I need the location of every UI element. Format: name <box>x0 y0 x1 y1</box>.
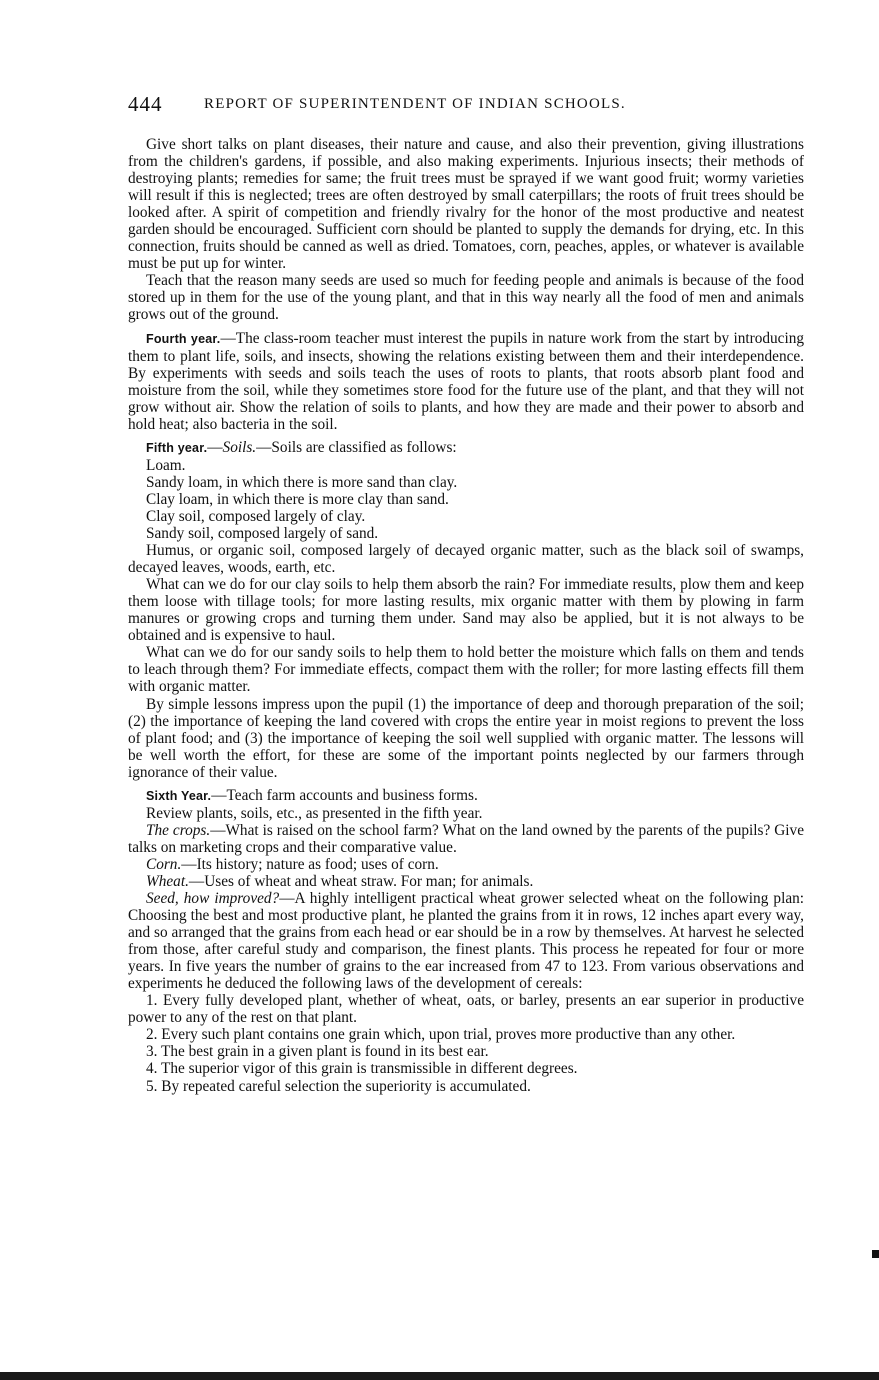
section-fifth-year <box>128 439 804 457</box>
paragraph-simple-lessons: By simple lessons impress upon the pupil (1) the importance of deep and thorough preparation of the soil; (2) the importance of keeping the land covered with crops the entire year in moist regions to prevent the loss of plant food; and (3) the importance of keeping the soil well supplied with organic matter. The lessons will be well worth the effort, for these are some of the important points neglected by our farmers through ignorance of their value. <box>128 695 804 781</box>
soil-type-item: Clay soil, composed largely of clay. <box>146 507 366 525</box>
scan-edge-mark <box>872 1250 879 1258</box>
paragraph-seeds-food: Teach that the reason many seeds are used so much for feeding people and animals is because of the food stored up in them for the use of the young plant, and that in this way nearly all the food of men and animals grows out of the ground. <box>128 272 804 324</box>
soil-type-item: Clay loam, in which there is more clay than sand. <box>146 490 449 508</box>
soil-type-item: Humus, or organic soil, composed largely of decayed organic matter, such as the black soil of swamps, decayed leaves, woods, earth, etc. <box>128 542 804 577</box>
paragraph-sandy-soils: What can we do for our sandy soils to help them to hold better the moisture which falls on them and tends to leach through them? For immediate effects, compact them with the roller; for more lasting effects fill them with organic matter. <box>128 644 804 696</box>
running-head: REPORT OF SUPERINTENDENT OF INDIAN SCHOOLS. <box>204 96 626 112</box>
law-item: 3. The best grain in a given plant is found in its best ear. <box>146 1043 489 1061</box>
soils-subheading: Soils. <box>222 438 257 456</box>
fifth-year-dash: — <box>207 438 223 456</box>
wheat-subheading: Wheat. <box>146 872 189 890</box>
law-item: 1. Every fully developed plant, whether of wheat, oats, or barley, presents an ear superior in productive power to any of the rest on that plant. <box>128 992 804 1027</box>
sixth-year-heading: Sixth Year. <box>146 788 212 803</box>
soils-intro: —Soils are classified as follows: <box>256 438 457 456</box>
fourth-year-heading: Fourth year. <box>146 331 221 346</box>
paragraph-plant-diseases: Give short talks on plant diseases, their nature and cause, and also their prevention, giving illustrations from the children's gardens, if possible, and also making experiments. Injurious insects; their methods of destroying plants; remedies for same; the fruit trees must be sprayed if we want good fruit; wormy varieties will result if this is neglected; trees are often destroyed by small caterpillars; the roots of fruit trees should be looked after. A spirit of competition and friendly rivalry for the honor of the most productive and neatest garden should be encouraged. Sufficient corn should be planted to supply the demands for drying, etc. In this connection, fruits should be canned as well as dried. Tomatoes, corn, peaches, apples, or whatever is available must be put up for winter. <box>128 136 804 273</box>
soil-type-item: Loam. <box>146 456 186 474</box>
seed-subheading: Seed, how improved? <box>146 890 280 908</box>
law-item: 4. The superior vigor of this grain is transmissible in different degrees. <box>146 1060 578 1078</box>
paragraph-crops <box>128 822 804 856</box>
crops-text: —What is raised on the school farm? What on the land owned by the parents of the pupils? Give talks on marketing crops and their comparative value. <box>128 821 804 856</box>
section-sixth-year <box>128 787 804 805</box>
section-fourth-year <box>128 330 804 433</box>
crops-subheading: The crops. <box>146 821 211 839</box>
law-item: 2. Every such plant contains one grain which, upon trial, proves more productive than any other. <box>146 1026 736 1044</box>
body-text <box>128 136 804 1095</box>
seed-text: —A highly intelligent practical wheat grower selected wheat on the following plan: Choosing the best and most productive plant, he planted the grains from it in rows, 12 inches apart every way, and so arranged that the grains from each head or ear should be in a row by themselves. At harvest he selected from those, after careful study and comparison, the finest plants. This process he repeated for four or more years. In five years the number of grains to the ear increased from 47 to 123. From various observations and experiments he deduced the following laws of the development of cereals: <box>128 890 805 993</box>
scan-bottom-border <box>0 1372 879 1380</box>
corn-text: —Its history; nature as food; uses of corn. <box>181 855 439 873</box>
page-header <box>128 92 828 126</box>
paragraph-corn <box>128 856 804 873</box>
page-number: 444 <box>128 92 163 116</box>
soil-type-item: Sandy loam, in which there is more sand than clay. <box>146 473 458 491</box>
soil-type-item: Sandy soil, composed largely of sand. <box>146 525 379 543</box>
corn-subheading: Corn. <box>146 855 182 873</box>
paragraph-seed-improved <box>128 890 804 992</box>
law-item: 5. By repeated careful selection the superiority is accumulated. <box>146 1077 531 1095</box>
paragraph-clay-soils: What can we do for our clay soils to help them absorb the rain? For immediate results, plow them and keep them loose with tillage tools; for more lasting results, mix organic matter with them by plowing in farm manures or growing crops and turning them under. Sand may also be applied, but it is not always to be obtained and is expensive to haul. <box>128 576 804 645</box>
wheat-text: —Uses of wheat and wheat straw. For man; for animals. <box>188 872 534 890</box>
paragraph-wheat <box>128 873 804 890</box>
fifth-year-heading: Fifth year. <box>146 440 208 455</box>
fourth-year-text: —The class-room teacher must interest the pupils in nature work from the start by introducing them to plant life, soils, and insects, showing the relations existing between them and their interdependence. By experiments with seeds and soils teach the uses of roots to plants, that roots absorb plant food and moisture from the soil, while they sometimes store food for the future use of the plant, and that they will not grow without air. Show the relation of soils to plants, and how they are made and their power to absorb and hold heat; also bacteria in the soil. <box>128 329 804 433</box>
sixth-year-text: —Teach farm accounts and business forms. <box>211 786 478 804</box>
paragraph-review: Review plants, soils, etc., as presented in the fifth year. <box>146 804 483 822</box>
